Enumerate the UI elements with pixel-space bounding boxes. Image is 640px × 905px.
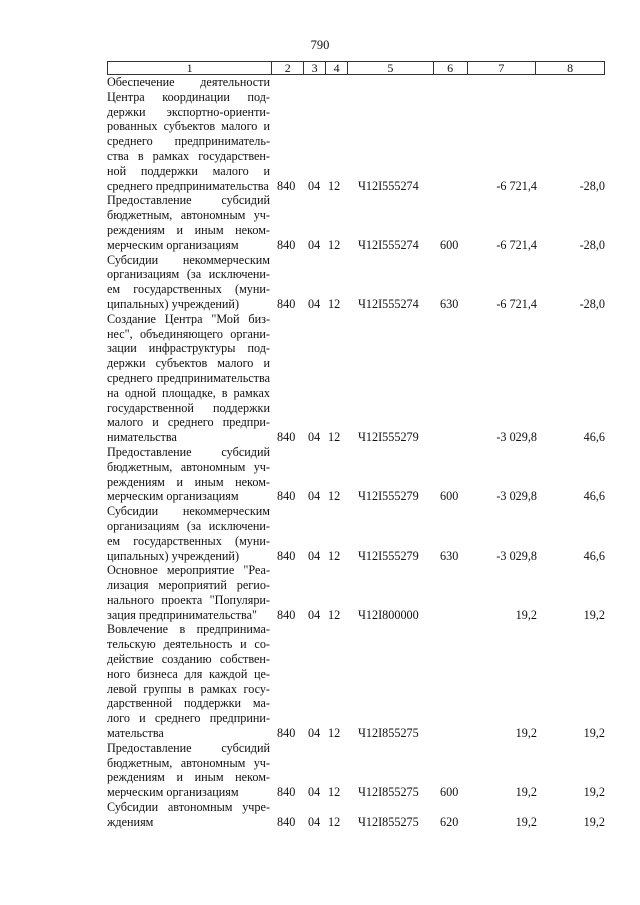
description-line: тельскую деятельность и со- [107, 637, 270, 652]
table-row [107, 253, 605, 312]
description-line: Субсидии некоммерческим [107, 504, 270, 519]
description-line: среднего предпринимательства [107, 370, 270, 385]
amount-col7: -3 029,8 [496, 489, 537, 504]
column-header-4: 4 [326, 62, 348, 74]
amount-col7: -6 721,4 [496, 296, 537, 311]
amount-col8: 19,2 [583, 785, 605, 800]
description-line: левой группы в рамках госу- [107, 681, 270, 696]
description-line: зации инфраструктуры под- [107, 341, 270, 356]
table-header-row [107, 61, 605, 75]
description-line: Предоставление субсидий [107, 193, 270, 208]
subsection-code: 12 [328, 178, 341, 193]
ministry-code: 840 [277, 430, 296, 445]
column-header-3: 3 [304, 62, 326, 74]
amount-col8: 46,6 [583, 489, 605, 504]
row-description [107, 253, 272, 312]
ministry-code: 840 [277, 237, 296, 252]
row-description [107, 75, 272, 193]
description-line: среднего предпринимательства [107, 178, 269, 193]
column-header-7: 7 [468, 62, 537, 74]
table-row [107, 445, 605, 504]
description-line: реждениям и иным неком- [107, 474, 270, 489]
description-line: бюджетным, автономным уч- [107, 208, 270, 223]
description-line: зация предпринимательства" [107, 607, 257, 622]
page-number: 790 [310, 38, 330, 52]
description-line: действие созданию собствен- [107, 652, 270, 667]
subsection-code: 12 [328, 237, 341, 252]
section-code: 04 [308, 178, 321, 193]
target-article-code: Ч12I800000 [358, 607, 419, 622]
table-row [107, 504, 605, 563]
section-code: 04 [308, 430, 321, 445]
subsection-code: 12 [328, 296, 341, 311]
description-line: мерческим организациям [107, 785, 239, 800]
target-article-code: Ч12I555274 [358, 178, 419, 193]
subsection-code: 12 [328, 489, 341, 504]
description-line: малого и среднего предпри- [107, 415, 270, 430]
description-line: бюджетным, автономным уч- [107, 755, 270, 770]
description-line: лого и среднего предприни- [107, 711, 270, 726]
ministry-code: 840 [277, 489, 296, 504]
table-row [107, 193, 605, 252]
description-line: Вовлечение в предпринима- [107, 622, 270, 637]
amount-col8: -28,0 [579, 178, 605, 193]
table-row [107, 312, 605, 445]
target-article-code: Ч12I555279 [358, 430, 419, 445]
section-code: 04 [308, 296, 321, 311]
amount-col7: 19,2 [515, 607, 537, 622]
description-line: рованных субъектов малого и [107, 119, 270, 134]
description-line: ем государственных (муни- [107, 282, 270, 297]
amount-col8: 46,6 [583, 548, 605, 563]
ministry-code: 840 [277, 548, 296, 563]
description-line: Предоставление субсидий [107, 740, 270, 755]
description-line: Создание Центра "Мой биз- [107, 311, 270, 326]
amount-col7: -6 721,4 [496, 237, 537, 252]
description-line: государственной поддержки [107, 400, 270, 415]
table-row [107, 563, 605, 622]
column-header-8: 8 [567, 61, 574, 75]
row-description [107, 193, 272, 252]
ministry-code: 840 [277, 785, 296, 800]
description-line: реждениям и иным неком- [107, 770, 270, 785]
description-line: ципальных) учреждений) [107, 548, 240, 563]
section-code: 04 [308, 785, 321, 800]
expense-type-code: 600 [440, 237, 459, 252]
target-article-code: Ч12I555274 [358, 296, 419, 311]
description-line: нимательства [107, 430, 177, 445]
description-line: лизация мероприятий регио- [107, 578, 270, 593]
row-description [107, 312, 272, 445]
description-line: нального проекта "Популяри- [107, 592, 270, 607]
description-line: держки субъектов малого и [107, 356, 270, 371]
expense-type-code: 600 [440, 785, 459, 800]
row-description [107, 622, 272, 740]
row-description [107, 504, 272, 563]
table-row [107, 622, 605, 740]
ministry-code: 840 [277, 607, 296, 622]
target-article-code: Ч12I855275 [358, 785, 419, 800]
expense-type-code: 620 [440, 814, 459, 829]
description-line: реждениям и иным неком- [107, 222, 270, 237]
subsection-code: 12 [328, 548, 341, 563]
amount-col8: 19,2 [583, 814, 605, 829]
section-code: 04 [308, 489, 321, 504]
section-code: 04 [308, 237, 321, 252]
description-line: ципальных) учреждений) [107, 296, 240, 311]
amount-col7: -3 029,8 [496, 430, 537, 445]
table-row [107, 75, 605, 193]
subsection-code: 12 [328, 607, 341, 622]
description-line: организациям (за исключени- [107, 518, 270, 533]
target-article-code: Ч12I555274 [358, 237, 419, 252]
description-line: среднего предприниматель- [107, 134, 270, 149]
amount-col7: 19,2 [515, 726, 537, 741]
amount-col7: 19,2 [515, 785, 537, 800]
target-article-code: Ч12I855275 [358, 814, 419, 829]
target-article-code: Ч12I555279 [358, 548, 419, 563]
table-row [107, 800, 605, 830]
description-line: бюджетным, автономным уч- [107, 459, 270, 474]
target-article-code: Ч12I555279 [358, 489, 419, 504]
description-line: мательства [107, 726, 164, 741]
target-article-code: Ч12I855275 [358, 726, 419, 741]
row-description [107, 800, 272, 830]
section-code: 04 [308, 607, 321, 622]
subsection-code: 12 [328, 430, 341, 445]
ministry-code: 840 [277, 726, 296, 741]
amount-col7: -3 029,8 [496, 548, 537, 563]
column-header-5: 5 [348, 62, 434, 74]
subsection-code: 12 [328, 785, 341, 800]
column-header-2: 2 [272, 62, 304, 74]
ministry-code: 840 [277, 178, 296, 193]
ministry-code: 840 [277, 296, 296, 311]
description-line: мерческим организациям [107, 237, 239, 252]
description-line: мерческим организациям [107, 489, 239, 504]
row-description [107, 741, 272, 800]
subsection-code: 12 [328, 814, 341, 829]
description-line: держки экспортно-ориенти- [107, 104, 270, 119]
ministry-code: 840 [277, 814, 296, 829]
table-body [107, 75, 605, 830]
description-line: ем государственных (муни- [107, 533, 270, 548]
description-line: ждениям [107, 814, 154, 829]
expense-type-code: 630 [440, 296, 459, 311]
amount-col8: -28,0 [579, 296, 605, 311]
amount-col8: 19,2 [583, 607, 605, 622]
description-line: ства в рамках государствен- [107, 148, 270, 163]
amount-col8: 19,2 [583, 726, 605, 741]
description-line: Основное мероприятие "Реа- [107, 563, 270, 578]
description-line: дарственной поддержки ма- [107, 696, 270, 711]
section-code: 04 [308, 548, 321, 563]
column-header-6: 6 [434, 62, 468, 74]
description-line: Субсидии автономным учре- [107, 800, 270, 815]
row-description [107, 445, 272, 504]
expense-type-code: 630 [440, 548, 459, 563]
amount-col7: 19,2 [515, 814, 537, 829]
column-header-1: 1 [108, 62, 272, 74]
description-line: Предоставление субсидий [107, 444, 270, 459]
description-line: Обеспечение деятельности [107, 75, 270, 89]
description-line: ной поддержки малого и [107, 163, 270, 178]
amount-col7: -6 721,4 [496, 178, 537, 193]
description-line: ного бизнеса для каждой це- [107, 666, 270, 681]
description-line: на одной площадке, в рамках [107, 385, 270, 400]
description-line: организациям (за исключени- [107, 267, 270, 282]
subsection-code: 12 [328, 726, 341, 741]
table-row [107, 741, 605, 800]
description-line: Субсидии некоммерческим [107, 252, 270, 267]
amount-col8: 46,6 [583, 430, 605, 445]
section-code: 04 [308, 726, 321, 741]
amount-col8: -28,0 [579, 237, 605, 252]
description-line: нес", объединяющего органи- [107, 326, 270, 341]
description-line: Центра координации под- [107, 89, 270, 104]
section-code: 04 [308, 814, 321, 829]
row-description [107, 563, 272, 622]
expense-type-code: 600 [440, 489, 459, 504]
